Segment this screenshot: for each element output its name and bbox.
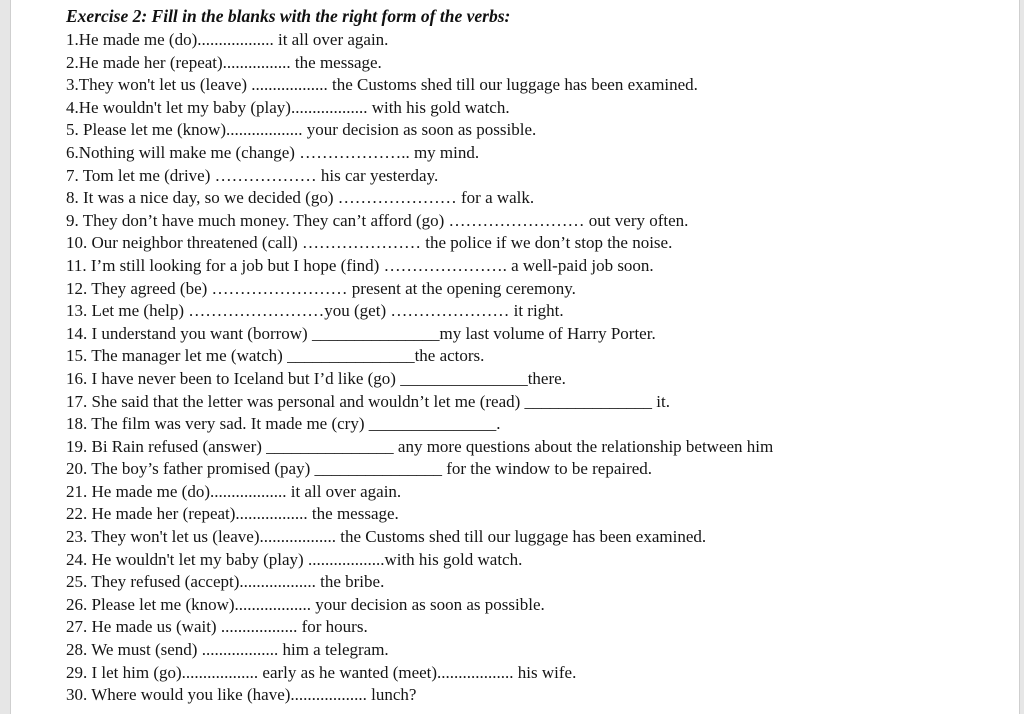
exercise-item-11: 11. I’m still looking for a job but I hope (find) …………………. a well-paid job soon. — [66, 255, 654, 275]
exercise-item-8: 8. It was a nice day, so we decided (go) ………………… for a walk. — [66, 188, 535, 208]
exercise-item-17: 17. She said that the letter was personal and wouldn’t let me (read) _______________ it. — [66, 391, 670, 411]
exercise-item-20: 20. The boy’s father promised (pay) _______________ for the window to be repaired. — [66, 459, 653, 479]
exercise-item-12: 12. They agreed (be) …………………… present at the opening ceremony. — [66, 278, 576, 298]
exercise-item-28: 28. We must (send) .................. him a telegram. — [66, 640, 389, 660]
exercise-item-14: 14. I understand you want (borrow) _______________my last volume of Harry Porter. — [66, 323, 656, 343]
exercise-item-15: 15. The manager let me (watch) _______________the actors. — [66, 346, 485, 366]
exercise-item-30: 30. Where would you like (have).................. lunch? — [66, 685, 417, 705]
exercise-item-10: 10. Our neighbor threatened (call) ………………… the police if we don’t stop the noise. — [66, 233, 673, 253]
exercise-item-6: 6.Nothing will make me (change) ……………….. my mind. — [66, 142, 480, 162]
exercise-item-2: 2.He made her (repeat)................ the message. — [66, 52, 382, 72]
exercise-item-13: 13. Let me (help) ……………………you (get) ………………… it right. — [66, 301, 564, 321]
exercise-title: Exercise 2: Fill in the blanks with the right form of the verbs: — [66, 6, 511, 26]
exercise-item-16: 16. I have never been to Iceland but I’d like (go) _______________there. — [66, 368, 566, 388]
exercise-item-22: 22. He made her (repeat)................. the message. — [66, 504, 399, 524]
document-page — [10, 0, 1020, 714]
exercise-item-21: 21. He made me (do).................. it all over again. — [66, 481, 402, 501]
exercise-item-26: 26. Please let me (know).................. your decision as soon as possible. — [66, 594, 545, 614]
exercise-item-25: 25. They refused (accept).................. the bribe. — [66, 572, 385, 592]
exercise-item-19: 19. Bi Rain refused (answer) _______________ any more questions about the relationship between him — [66, 436, 774, 456]
exercise-items — [66, 29, 1016, 707]
exercise-item-9: 9. They don’t have much money. They can’t afford (go) …………………… out very often. — [66, 210, 689, 230]
exercise-item-4: 4.He wouldn't let my baby (play).................. with his gold watch. — [66, 97, 510, 117]
exercise-item-1: 1.He made me (do).................. it all over again. — [66, 30, 389, 49]
exercise-item-29: 29. I let him (go).................. early as he wanted (meet).................. his wife. — [66, 662, 577, 682]
exercise-item-24: 24. He wouldn't let my baby (play) ..................with his gold watch. — [66, 549, 523, 569]
exercise-item-18: 18. The film was very sad. It made me (cry) _______________. — [66, 414, 501, 434]
exercise-item-5: 5. Please let me (know).................. your decision as soon as possible. — [66, 120, 537, 140]
exercise-item-7: 7. Tom let me (drive) ……………… his car yesterday. — [66, 165, 439, 185]
exercise-item-3: 3.They won't let us (leave) .................. the Customs shed till our luggage has been examined. — [66, 75, 698, 95]
exercise-item-27: 27. He made us (wait) .................. for hours. — [66, 617, 368, 637]
exercise-item-23: 23. They won't let us (leave).................. the Customs shed till our luggage has been examined. — [66, 527, 707, 547]
